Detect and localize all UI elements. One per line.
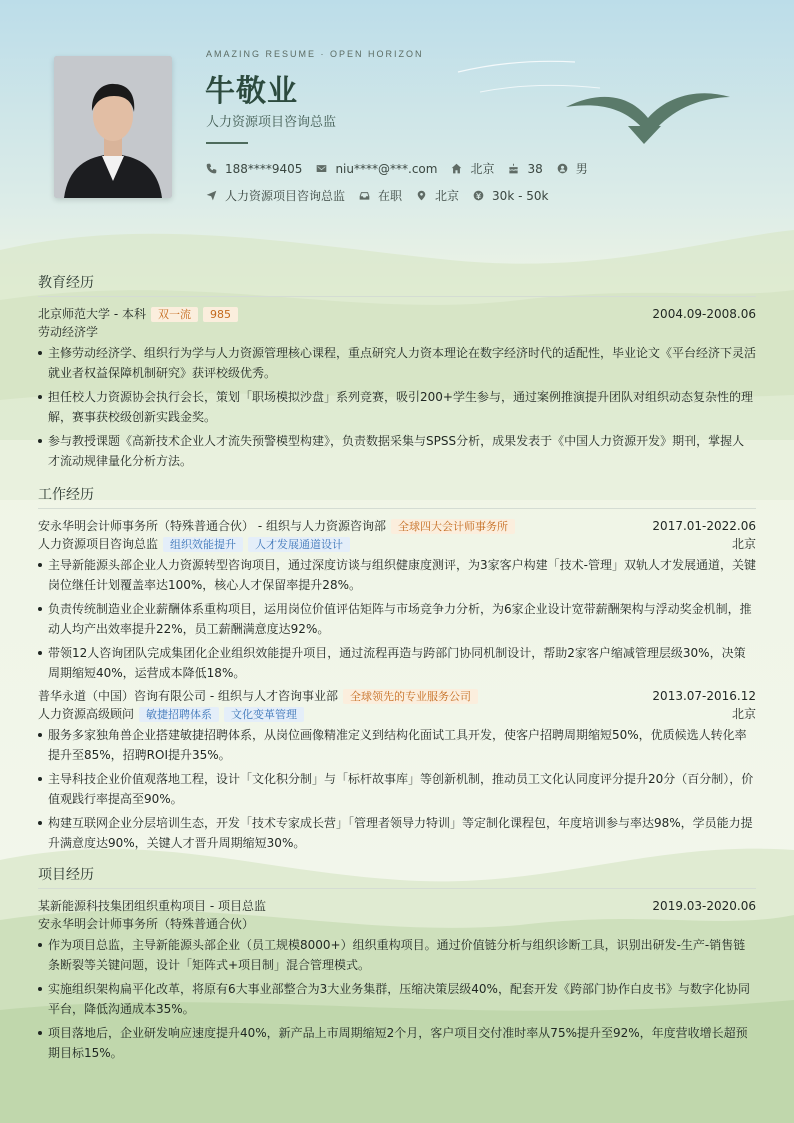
email-text: niu****@***.com: [335, 161, 438, 176]
salary-text: 30k - 50k: [492, 188, 549, 203]
list-item: 主导科技企业价值观落地工程，设计「文化积分制」与「标杆故事库」等创新机制，推动员工文化认同度评分提升20分（百分制），价值观践行率提高至90%。: [38, 769, 756, 809]
avatar: [54, 56, 172, 198]
education-date: 2004.09-2008.06: [652, 307, 756, 321]
job-city: 北京: [731, 707, 756, 721]
list-item: 带领12人咨询团队完成集团化企业组织效能提升项目，通过流程再造与跨部门协同机制设计，帮助2家客户缩减管理层级30%，决策周期缩短40%，运营成本降低18%。: [38, 643, 756, 683]
status-text: 在职: [378, 189, 403, 203]
send-icon: [206, 190, 217, 201]
education-section: [38, 272, 756, 475]
contact-row-2: [206, 187, 562, 204]
role-tag: 文化变革管理: [224, 707, 304, 722]
education-bullets: [38, 343, 756, 471]
job-role: 人力资源项目咨询总监: [38, 537, 159, 551]
project-date: 2019.03-2020.06: [652, 899, 756, 913]
job-bullets: [38, 555, 756, 683]
list-item: 主修劳动经济学、组织行为学与人力资源管理核心课程，重点研究人力资本理论在数字经济时代的适配性，毕业论文《平台经济下灵活就业者权益保障机制研究》获评校级优秀。: [38, 343, 756, 383]
phone-text: 188****9405: [225, 161, 303, 176]
cake-icon: [508, 163, 519, 174]
project-section: [38, 864, 756, 1067]
job-entry-head: [38, 687, 756, 705]
school-tag: 985: [203, 307, 238, 322]
school-tag: 双一流: [151, 307, 198, 322]
list-item: 负责传统制造业企业薪酬体系重构项目，运用岗位价值评估矩阵与市场竞争力分析，为6家企业设计宽带薪酬架构与浮动奖金机制，推动人均产出效率提升22%，员工薪酬满意度达92%。: [38, 599, 756, 639]
job-date: 2017.01-2022.06: [652, 519, 756, 533]
info-target-city: [416, 187, 459, 204]
role-tag: 敏捷招聘体系: [139, 707, 219, 722]
work-title: 工作经历: [38, 484, 756, 509]
company-tag: 全球领先的专业服务公司: [343, 689, 478, 704]
mail-icon: [316, 163, 327, 174]
info-email: [316, 162, 437, 176]
list-item: 参与教授课题《高新技术企业人才流失预警模型构建》，负责数据采集与SPSS分析，成果发表于《中国人力资源开发》期刊，掌握人才流动规律量化分析方法。: [38, 431, 756, 471]
job-date: 2013.07-2016.12: [652, 689, 756, 703]
job-role-row: [38, 705, 756, 723]
project-title: 项目经历: [38, 864, 756, 889]
person-icon: [557, 163, 568, 174]
job-role-row: [38, 535, 756, 553]
role-tag: 人才发展通道设计: [248, 537, 350, 552]
company-name: 普华永道（中国）咨询有限公司 - 组织与人才咨询事业部: [38, 689, 338, 703]
location-icon: [416, 190, 427, 201]
job-title: 人力资源项目咨询总监: [206, 115, 337, 130]
info-status: [359, 187, 402, 204]
project-org: 安永华明会计师事务所（特殊普通合伙）: [38, 917, 255, 931]
info-phone: [206, 162, 302, 176]
company-name: 安永华明会计师事务所（特殊普通合伙） - 组织与人力资源咨询部: [38, 519, 386, 533]
role-tag: 组织效能提升: [163, 537, 243, 552]
project-entry-head: [38, 897, 756, 915]
list-item: 担任校人力资源协会执行会长，策划「职场模拟沙盘」系列竞赛，吸引200+学生参与，通过案例推演提升团队对组织动态复杂性的理解，赛事获校级创新实践金奖。: [38, 387, 756, 427]
phone-icon: [206, 163, 217, 174]
city-text: 北京: [470, 162, 495, 176]
contact-row-1: [206, 160, 602, 177]
project-bullets: [38, 935, 756, 1063]
target-city-text: 北京: [435, 189, 460, 203]
list-item: 主导新能源头部企业人力资源转型咨询项目，通过深度访谈与组织健康度测评，为3家客户构建「技术-管理」双轨人才发展通道，关键岗位继任计划覆盖率达100%，核心人才保留率提升28%。: [38, 555, 756, 595]
company-tag: 全球四大会计师事务所: [391, 519, 515, 534]
list-item: 项目落地后，企业研发响应速度提升40%，新产品上市周期缩短2个月，客户项目交付准时率从75%提升至92%，年度营收增长超预期目标15%。: [38, 1023, 756, 1063]
job-city: 北京: [731, 537, 756, 551]
home-icon: [451, 163, 462, 174]
info-age: [508, 162, 542, 176]
work-section: [38, 484, 756, 857]
education-entry-head: [38, 305, 756, 323]
education-title: 教育经历: [38, 272, 756, 297]
candidate-name: 牛敬业: [205, 74, 298, 109]
salary-icon: [473, 190, 484, 201]
info-target-position: [206, 187, 345, 204]
title-divider: [206, 142, 248, 144]
age-text: 38: [527, 161, 543, 176]
target-position-text: 人力资源项目咨询总监: [225, 189, 346, 203]
info-salary: [473, 189, 548, 203]
gender-text: 男: [575, 162, 588, 176]
list-item: 服务多家独角兽企业搭建敏捷招聘体系，从岗位画像精准定义到结构化面试工具开发，使客户招聘周期缩短50%，优质候选人转化率提升至85%，招聘ROI提升35%。: [38, 725, 756, 765]
list-item: 实施组织架构扁平化改革，将原有6大事业部整合为3大业务集群，压缩决策层级40%，配套开发《跨部门协作白皮书》与数字化协同平台，降低沟通成本35%。: [38, 979, 756, 1019]
project-org-row: [38, 915, 756, 933]
tagline: AMAZING RESUME · OPEN HORIZON: [206, 49, 424, 59]
info-gender: [557, 160, 588, 177]
list-item: 构建互联网企业分层培训生态，开发「技术专家成长营」「管理者领导力特训」等定制化课程包，年度培训参与率达98%，学员能力提升满意度达90%，关键人才晋升周期缩短30%。: [38, 813, 756, 853]
job-bullets: [38, 725, 756, 853]
inbox-icon: [359, 190, 370, 201]
school-name: 北京师范大学 - 本科: [38, 307, 146, 321]
major: 劳动经济学: [38, 325, 99, 339]
list-item: 作为项目总监，主导新能源头部企业（员工规模8000+）组织重构项目。通过价值链分析与组织诊断工具，识别出研发-生产-销售链条断裂等关键问题，设计「矩阵式+项目制」混合管理模式。: [38, 935, 756, 975]
info-city: [451, 160, 494, 177]
job-entry-head: [38, 517, 756, 535]
job-role: 人力资源高级顾问: [38, 707, 135, 721]
project-name: 某新能源科技集团组织重构项目 - 项目总监: [38, 899, 266, 913]
education-major-row: [38, 323, 756, 341]
